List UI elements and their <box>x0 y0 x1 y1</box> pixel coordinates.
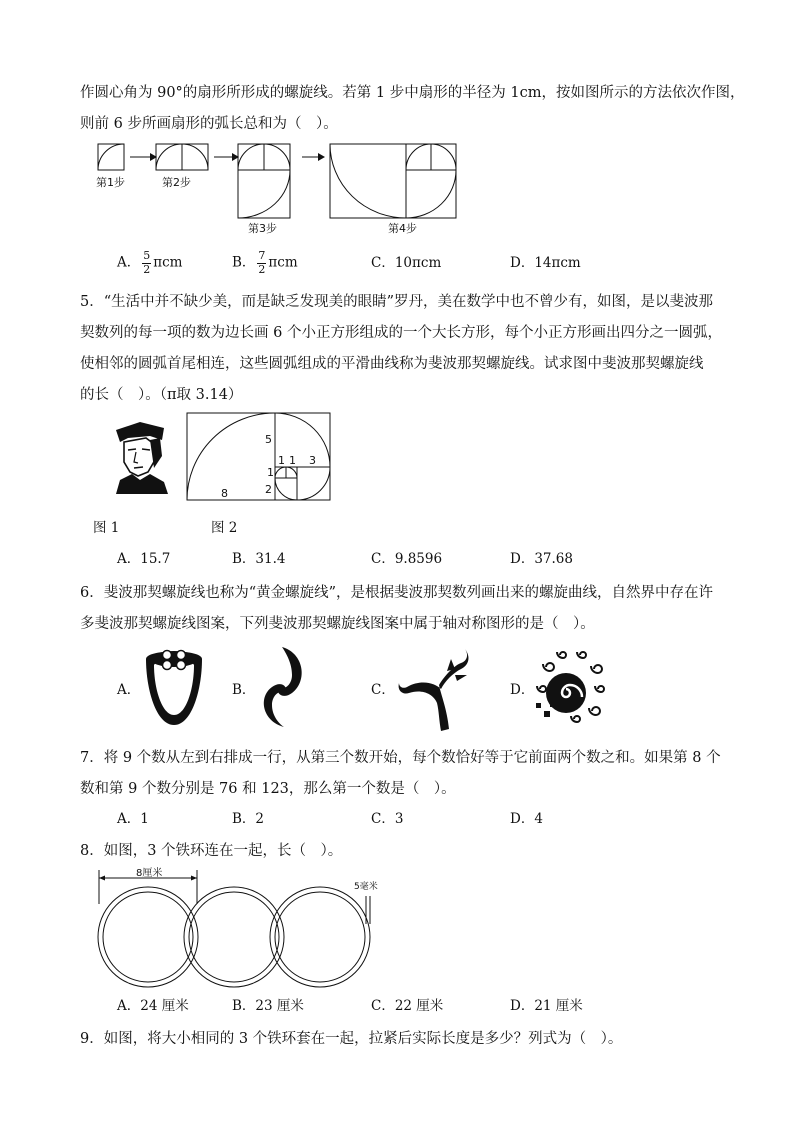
q4-option-b-letter: B． <box>232 254 256 271</box>
q5-text-line4: 的长（ ）。（π取 3.14） <box>80 387 243 403</box>
q5-text-line3: 使相邻的圆弧首尾相连，这些圆弧组成的平滑曲线称为斐波那契螺旋线。试求图中斐波那契螺旋线 <box>80 356 704 372</box>
q7-text-line1: 7．将 9 个数从左到右排成一行，从第三个数开始，每个数恰好等于它前面两个数之和。如果第 8 个 <box>80 750 721 766</box>
q4-text-line2: 则前 6 步所画扇形的弧长总和为（ ）。 <box>80 116 338 132</box>
q5-portrait-image <box>110 420 172 494</box>
q7-option-c: C．3 <box>371 811 404 827</box>
q5-option-a: A．15.7 <box>117 551 171 567</box>
q4-option-d: D．14πcm <box>510 255 581 271</box>
q4-option-b <box>232 250 298 276</box>
q8-option-a: A．24 厘米 <box>117 998 189 1014</box>
q8-dimension-label: 8厘米 <box>136 868 163 879</box>
q6-option-c-label: C． <box>371 682 395 698</box>
q4-step1-label: 第1步 <box>96 176 125 189</box>
q4-option-b-numerator: 7 <box>258 249 266 262</box>
q4-option-b-fraction <box>257 250 266 276</box>
q5-text-line2: 契数列的每一项的数为边长画 6 个小正方形组成的一个大长方形，每个小正方形画出四分之一圆弧， <box>80 325 722 341</box>
q8-option-d: D．21 厘米 <box>510 998 583 1014</box>
q4-spiral-steps-figure <box>90 138 470 238</box>
q8-option-c: C．22 厘米 <box>371 998 444 1014</box>
q5-fig-label-3: 3 <box>309 454 316 467</box>
q6-option-d-label: D． <box>510 682 535 698</box>
q6-option-a-pattern <box>138 645 210 729</box>
q8-thickness-label: 5毫米 <box>354 882 378 892</box>
q5-fig-label-1a: 1 <box>278 454 285 467</box>
q6-option-d-pattern <box>530 645 610 727</box>
q5-fig-label-1b: 1 <box>289 454 296 467</box>
q5-option-d: D．37.68 <box>510 551 573 567</box>
q4-option-a-letter: A． <box>117 254 141 271</box>
q7-option-d: D．4 <box>510 811 543 827</box>
q4-option-b-denominator: 2 <box>258 262 266 276</box>
q5-option-c: C．9.8596 <box>371 551 443 567</box>
q6-option-b-pattern <box>256 645 312 731</box>
q4-option-a <box>117 250 183 276</box>
q5-fig-label-2: 2 <box>265 483 272 496</box>
q5-caption-fig1: 图 1 <box>93 520 120 536</box>
q6-text-line1: 6．斐波那契螺旋线也称为“黄金螺旋线”，是根据斐波那契数列画出来的螺旋曲线，自然界中存在许 <box>80 585 714 601</box>
q4-option-c: C．10πcm <box>371 255 442 271</box>
q5-fig-label-8: 8 <box>221 487 228 500</box>
q4-option-b-unit: πcm <box>268 254 298 271</box>
q5-fibonacci-rectangle-figure <box>186 412 332 502</box>
q6-text-line2: 多斐波那契螺旋线图案，下列斐波那契螺旋线图案中属于轴对称图形的是（ ）。 <box>80 616 595 632</box>
q5-text-line1: 5．“生活中并不缺少美，而是缺乏发现美的眼睛”罗丹，美在数学中也不曾少有，如图，是以斐波那 <box>80 294 714 310</box>
q5-caption-fig2: 图 2 <box>211 520 238 536</box>
q6-option-c-pattern <box>395 645 477 733</box>
q8-text-line1: 8．如图，3 个铁环连在一起，长（ ）。 <box>80 843 343 859</box>
q5-fig-label-5: 5 <box>265 433 272 446</box>
q4-option-a-unit: πcm <box>153 254 183 271</box>
q4-step3-label: 第3步 <box>248 222 277 235</box>
q5-fig-label-1c: 1 <box>267 466 274 479</box>
q4-step2-label: 第2步 <box>162 176 191 189</box>
q6-option-b-label: B． <box>232 682 256 698</box>
q4-option-a-denominator: 2 <box>143 262 151 276</box>
q4-option-a-fraction <box>142 250 151 276</box>
q4-option-a-numerator: 5 <box>143 249 151 262</box>
q8-iron-rings-figure <box>96 866 386 992</box>
q4-text-line1: 作圆心角为 90°的扇形所形成的螺旋线。若第 1 步中扇形的半径为 1cm，按如图所示的方法依次作图， <box>80 85 745 101</box>
q9-text-line1: 9．如图，将大小相同的 3 个铁环套在一起，拉紧后实际长度是多少？列式为（ ）。 <box>80 1031 623 1047</box>
q7-option-b: B．2 <box>232 811 265 827</box>
q6-option-a-label: A． <box>117 682 141 698</box>
q8-option-b: B．23 厘米 <box>232 998 304 1014</box>
q7-option-a: A．1 <box>117 811 149 827</box>
q5-option-b: B．31.4 <box>232 551 286 567</box>
q7-text-line2: 数和第 9 个数分别是 76 和 123，那么第一个数是（ ）。 <box>80 781 456 797</box>
q4-step4-label: 第4步 <box>388 222 417 235</box>
